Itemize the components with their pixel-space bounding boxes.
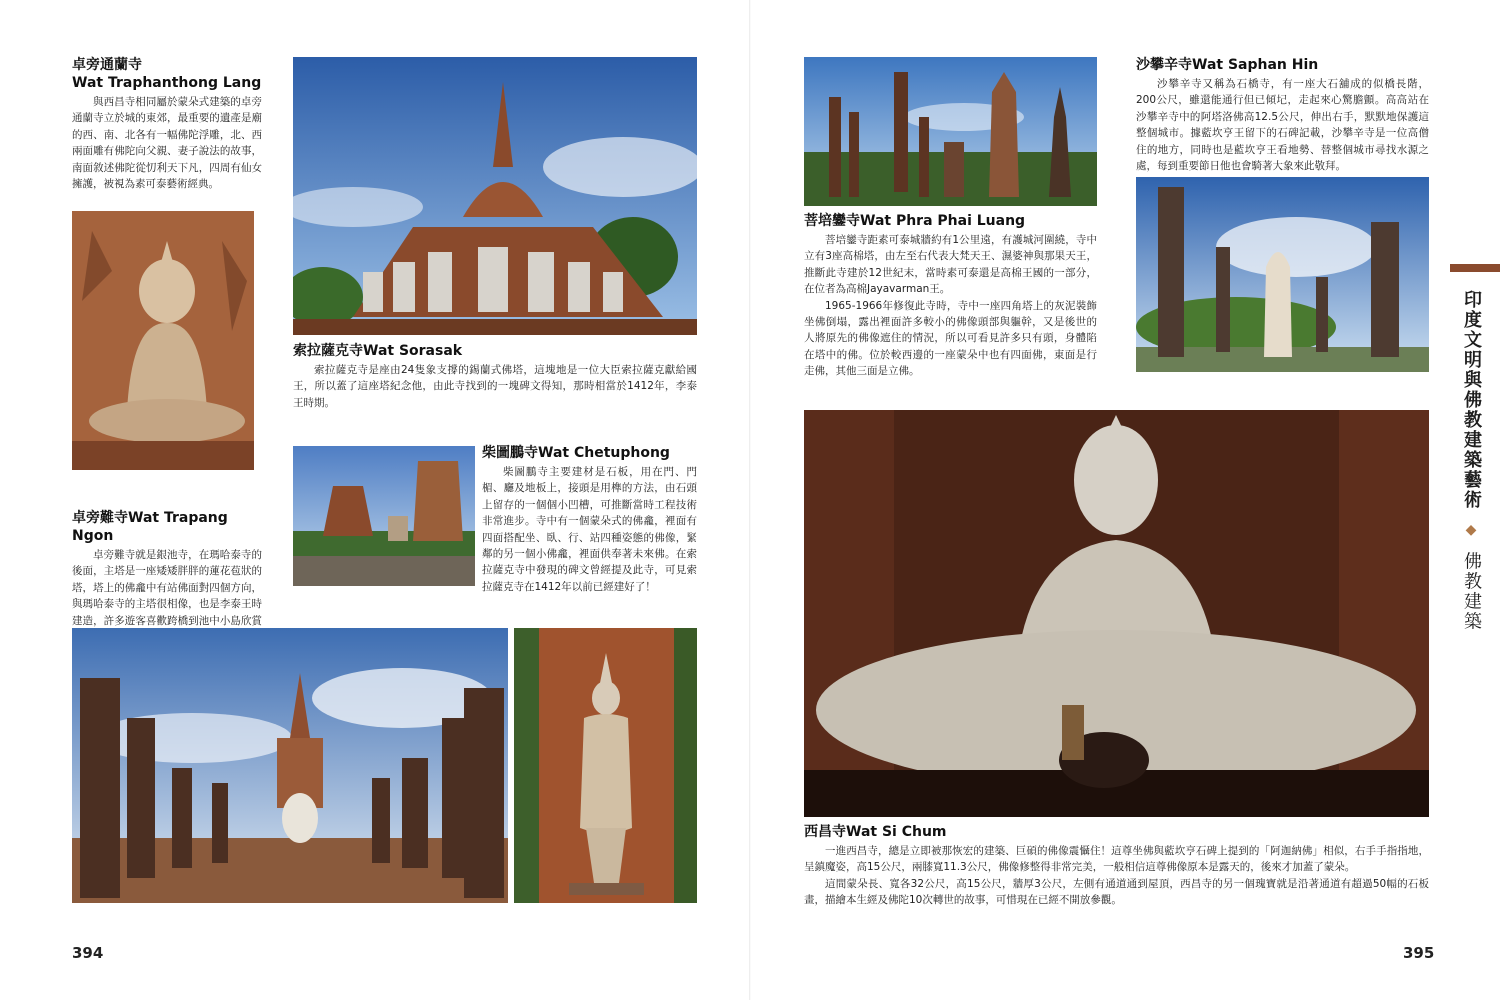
trapang-ngon-section (72, 509, 262, 645)
phra-phai-luang-body-2: 1965-1966年修復此寺時，寺中一座四角塔上的灰泥裝飾坐佛倒塌，露出裡面許多較小的佛像頭部與軀幹，又是後世的人將原先的佛像遮住的情況，所以可看見許多只有頭，身體陷在塔中的佛。位於較西邊的一座蒙朵中也有四面佛，東面是行走佛，其他三面是立佛。 (804, 299, 1097, 378)
chapter-title: 印度文明與佛教建築藝術 (1461, 290, 1482, 510)
sorasak-photo (293, 57, 697, 335)
chapter-side-tab-bar (1450, 264, 1500, 272)
saphan-hin-title: 沙攀辛寺Wat Saphan Hin (1136, 57, 1319, 73)
diamond-separator-icon: ◆ (1463, 521, 1479, 540)
chetuphong-body: 柴圖鵬寺主要建材是石板，用在門、門楣、廳及地板上，接頭是用榫的方法，由石頭上留存的一個個小凹槽，可推斷當時工程技術非常進步。寺中有一個蒙朵式的佛龕，裡面有四面搭配坐、臥、行、站四種姿態的佛像，緊鄰的另一個小佛龕，裡面供奉著未來佛。在索拉薩克寺中發現的碑文曾經提及此寺，可見索拉薩克寺在1412年以前已經建好了！ (482, 466, 697, 593)
si-chum-body-1: 一進西昌寺，總是立即被那恢宏的建築、巨碩的佛像震懾住！這尊坐佛與藍坎亨石碑上提到的「阿迦納佛」相似，右手手指指地，呈鎮魔姿，高15公尺，兩膝寬11.3公尺，佛像修整得非常完美，一般相信這尊佛像原本是露天的，後來才加蓋了蒙朵。 (804, 845, 1429, 874)
si-chum-section (804, 823, 1429, 909)
si-chum-body-2: 這間蒙朵長、寬各32公尺，高15公尺，牆厚3公尺，左側有通道通到屋頂，西昌寺的另一個瑰寶就是沿著通道有超過50幅的石板畫，描繪本生經及佛陀10次轉世的故事，可惜現在已經不開放參觀。 (804, 877, 1429, 907)
si-chum-buddha-photo (804, 410, 1429, 817)
saphan-hin-section (1136, 56, 1429, 174)
left-page-number: 394 (72, 944, 104, 962)
phra-phai-luang-section (804, 212, 1097, 380)
trapang-ngon-body: 卓旁難寺就是銀池寺，在瑪哈泰寺的後面，主塔是一座矮矮胖胖的蓮花苞狀的塔，塔上的佛龕中有站佛面對四個方向，與瑪哈泰寺的主塔很相像，也是李泰王時建造，許多遊客喜歡跨橋到池中小島欣賞 (72, 549, 262, 627)
chapter-subtitle: 佛教建築 (1461, 551, 1482, 632)
traphanthong-body: 與西昌寺相同屬於蒙朵式建築的卓旁通蘭寺立於城的東郊，最重要的遺產是廟的西、南、北各有一幅佛陀浮雕，北、西兩面雕有佛陀向父親、妻子說法的故事，南面敘述佛陀從忉利天下凡，四周有仙女擁護，被視為素可泰藝術經典。 (72, 96, 262, 191)
trapang-ngon-title: 卓旁難寺Wat Trapang Ngon (72, 510, 228, 544)
phra-phai-luang-body-1: 菩培鑾寺距素可泰城牆約有1公里遠，有護城河圍繞，寺中立有3座高棉塔，由左至右代表大梵天王、濕婆神與那果天王，推斷此寺建於12世紀末，當時素可泰還是高棉王國的一部分，在位者為高棉Jayavarman王。 (804, 234, 1097, 296)
chetuphong-title: 柴圖鵬寺Wat Chetuphong (482, 445, 670, 461)
phra-phai-luang-photo (804, 57, 1097, 206)
right-page-number: 395 (1403, 944, 1435, 962)
columns-ruins-photo (72, 628, 508, 903)
sorasak-title: 索拉薩克寺Wat Sorasak (293, 343, 463, 359)
phra-phai-luang-title: 菩培鑾寺Wat Phra Phai Luang (804, 213, 1026, 229)
si-chum-title: 西昌寺Wat Si Chum (804, 824, 947, 840)
chetuphong-section (482, 444, 697, 595)
saphan-hin-photo (1136, 177, 1429, 372)
saphan-hin-body: 沙攀辛寺又稱為石橋寺，有一座大石舖成的似橋長階，200公尺，雖還能通行但已傾圮，走起來心驚膽顫。高高站在沙攀辛寺中的阿塔洛佛高12.5公尺，伸出右手，默默地保護這整個城市。據藍坎亨王留下的石碑記載，沙攀辛寺是一位高僧住的地方，同時也是藍坎亨王看地勢、替整個城市尋找水源之處，每到重要節日他也會騎著大象來此敬拜。 (1136, 78, 1429, 173)
sorasak-section (293, 342, 697, 411)
traphanthong-title-en: Wat Traphanthong Lang (72, 75, 262, 91)
sorasak-body: 索拉薩克寺是座由24隻象支撐的錫蘭式佛塔，這塊地是一位大臣索拉薩克獻給國王，所以蓋了這座塔紀念他，由此寺找到的一塊碑文得知，那時相當於1412年，李泰王時期。 (293, 364, 697, 409)
traphanthong-section (72, 56, 262, 192)
traphanthong-title-cn: 卓旁通蘭寺 (72, 57, 142, 73)
spread-fold (749, 0, 751, 1000)
chapter-side-label (1458, 290, 1484, 631)
chetuphong-photo (293, 446, 475, 586)
standing-buddha-photo (514, 628, 697, 903)
buddha-relief-photo (72, 211, 254, 470)
